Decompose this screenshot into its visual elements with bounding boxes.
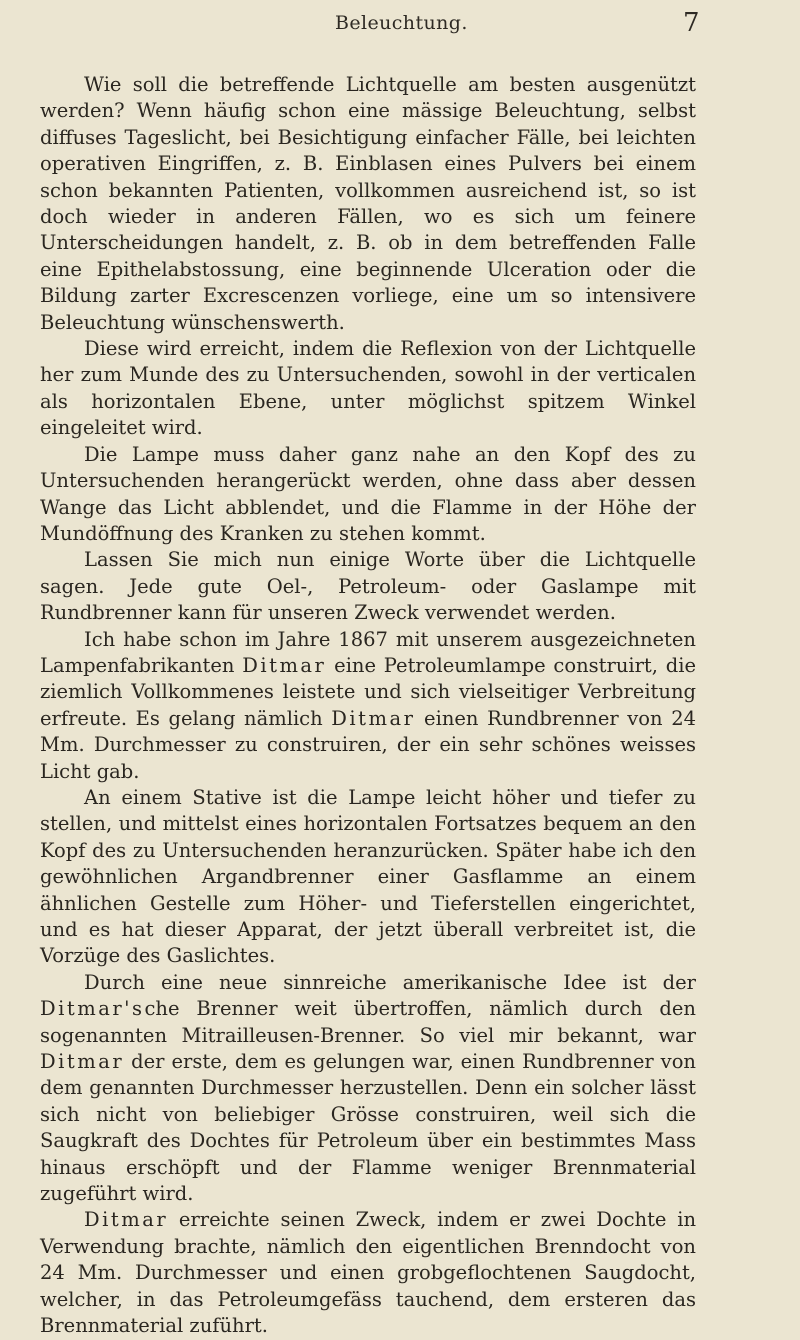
- person-name: Ditmar: [40, 1050, 125, 1074]
- paragraph: [40, 970, 696, 1208]
- body-text: [40, 72, 696, 1340]
- paragraph: Wie soll die betreffende Lichtquelle am besten ausgenützt werden? Wenn häufig schon eine mässige Beleuchtung, selbst diffuses Tageslicht, bei Besichtigung einfacher Fälle, bei leichten operativen Eingriffen, z. B. Einblasen eines Pulvers bei einem schon bekannten Patienten, vollkommen ausreichend ist, so ist doch wieder in anderen Fällen, wo es sich um feinere Unterscheidungen handelt, z. B. ob in dem betreffenden Falle eine Epithelabstossung, eine beginnende Ulceration oder die Bildung zarter Excrescenzen vorliege, eine um so intensivere Beleuchtung wünschenswerth.: [40, 73, 696, 334]
- paragraph: An einem Stative ist die Lampe leicht höher und tiefer zu stellen, und mittelst eines horizontalen Fortsatzes bequem an den Kopf des zu Untersuchenden heranzurücken. Später habe ich den gewöhnlichen Argandbrenner einer Gasflamme an einem ähnlichen Gestelle zum Höher- und Tieferstellen eingerichtet, und es hat dieser Apparat, der jetzt überall verbreitet ist, die Vorzüge des Gaslichtes.: [40, 785, 696, 968]
- person-name: Ditmar: [242, 653, 327, 677]
- page-number: 7: [683, 8, 700, 38]
- paragraph-text: der erste, dem es gelungen war, einen Rundbrenner von dem genannten Durchmesser herzustellen. Denn ein solcher lässt sich nicht von beliebiger Grösse construiren, weil sich die Saugkraft des Dochtes für Petroleum über ein bestimmtes Mass hinaus erschöpft und der Flamme weniger Brennmaterial zugeführt wird.: [40, 1050, 696, 1206]
- paragraph: [40, 1207, 696, 1339]
- person-name: Ditmar: [331, 706, 416, 730]
- paragraph: Diese wird erreicht, indem die Reflexion von der Lichtquelle her zum Munde des zu Untersuchenden, sowohl in der verticalen als horizontalen Ebene, unter möglichst spitzem Winkel eingeleitet wird.: [40, 337, 696, 440]
- paragraph-text: che Brenner weit übertroffen, nämlich durch den sogenannten Mitrailleusen-Brenner. So viel mir bekannt, war: [40, 997, 696, 1047]
- paragraph: Lassen Sie mich nun einige Worte über die Lichtquelle sagen. Jede gute Oel-, Petroleum- oder Gaslampe mit Rundbrenner kann für unseren Zweck verwendet werden.: [40, 548, 696, 625]
- person-name: Ditmar: [84, 1208, 169, 1232]
- paragraph-text: eine Petroleumlampe construirt, die ziemlich Vollkommenes leistete und sich vielseitiger Verbreitung erfreute. Es gelang nämlich: [40, 653, 696, 730]
- paragraph: Die Lampe muss daher ganz nahe an den Kopf des zu Untersuchenden herangerückt werden, ohne dass aber dessen Wange das Licht abblendet, und die Flamme in der Höhe der Mundöffnung des Kranken zu stehen kommt.: [40, 442, 696, 545]
- paragraph: [40, 627, 696, 785]
- paragraph-text: einen Rundbrenner von 24 Mm. Durchmesser zu construiren, der ein sehr schönes weisses Licht gab.: [40, 706, 697, 783]
- paragraph-text: Durch eine neue sinnreiche amerikanische Idee ist der: [84, 970, 696, 994]
- person-name: Ditmar's: [40, 997, 145, 1021]
- paragraph-text: Ich habe schon im Jahre 1867 mit unserem ausgezeichneten Lampenfabrikanten: [40, 627, 696, 677]
- running-title: Beleuchtung.: [335, 12, 468, 34]
- paragraph-text: erreichte seinen Zweck, indem er zwei Dochte in Verwendung brachte, nämlich den eigentlichen Brenndocht von 24 Mm. Durchmesser und einen grobgeflochtenen Saugdocht, welcher, in das Petroleumgefäss tauchend, dem ersteren das Brennmaterial zuführt.: [40, 1208, 696, 1338]
- running-header: [0, 10, 800, 40]
